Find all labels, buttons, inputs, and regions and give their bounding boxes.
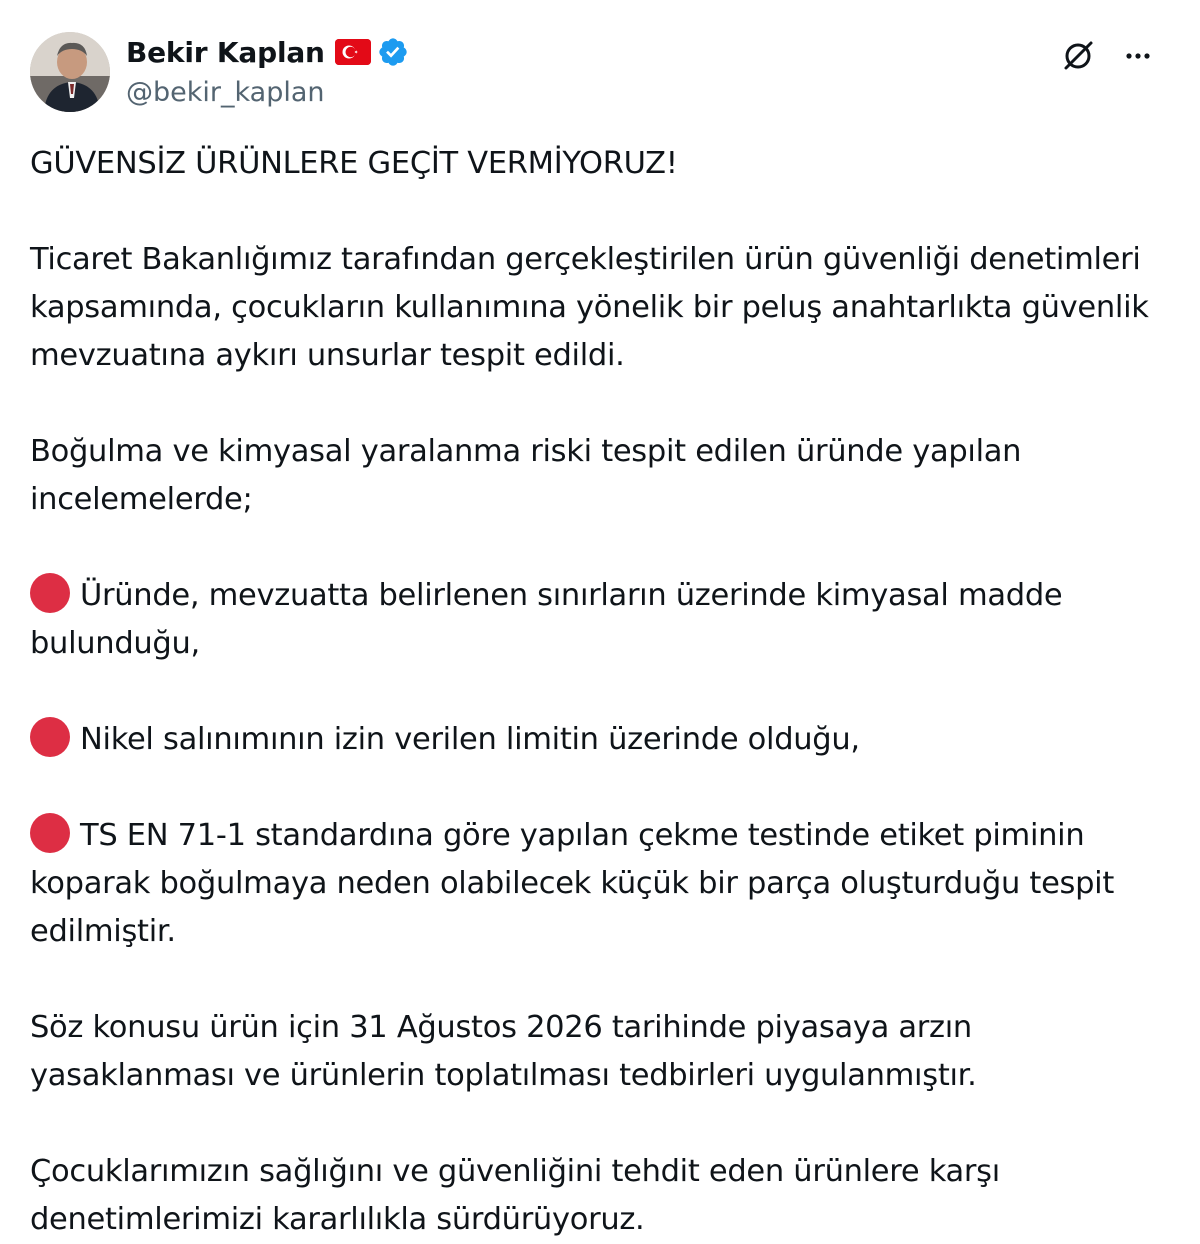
author-info [126,32,409,112]
more-options-icon[interactable] [1118,36,1158,76]
post-findings-lead: Boğulma ve kimyasal yaralanma riski tespit edilen üründe yapılan incelemelerde; [30,434,1022,517]
post-measures: Söz konusu ürün için 31 Ağustos 2026 tarihinde piyasaya arzın yasaklanması ve ürünlerin toplatılması tedbirleri uygulanmıştır. [30,1010,977,1093]
grok-icon[interactable] [1058,36,1098,76]
bullet-item [30,572,1170,668]
tweet-text [30,140,1170,1244]
bullet-item [30,716,1170,764]
turkey-flag-icon [335,39,371,65]
red-circle-icon [30,813,70,853]
bullet-text: Üründe, mevzuatta belirlenen sınırların üzerinde kimyasal madde bulunduğu, [30,578,1063,661]
tweet-actions [1058,36,1158,76]
tweet-header [30,32,1170,114]
handle[interactable]: @bekir_kaplan [126,77,325,108]
post-closing: Çocuklarımızın sağlığını ve güvenliğini tehdit eden ürünlere karşı denetimlerimizi kararlılıkla sürdürüyoruz. [30,1154,1000,1237]
bullet-item [30,812,1170,956]
post-headline: GÜVENSİZ ÜRÜNLERE GEÇİT VERMİYORUZ! [30,146,678,181]
verified-badge-icon[interactable] [377,36,409,68]
red-circle-icon [30,717,70,757]
red-circle-icon [30,573,70,613]
post-intro: Ticaret Bakanlığımız tarafından gerçekleştirilen ürün güvenliği denetimleri kapsamında, çocukların kullanımına yönelik bir peluş anahtarlıkta güvenlik mevzuatına aykırı unsurlar tespit edildi. [30,242,1149,373]
bullet-text: TS EN 71-1 standardına göre yapılan çekme testinde etiket piminin koparak boğulmaya neden olabilecek küçük bir parça oluşturduğu tespit edilmiştir. [30,818,1115,949]
display-name[interactable]: Bekir Kaplan [126,35,325,69]
avatar[interactable] [30,32,110,112]
name-row [126,32,409,72]
bullet-text: Nikel salınımının izin verilen limitin üzerinde olduğu, [80,722,860,757]
